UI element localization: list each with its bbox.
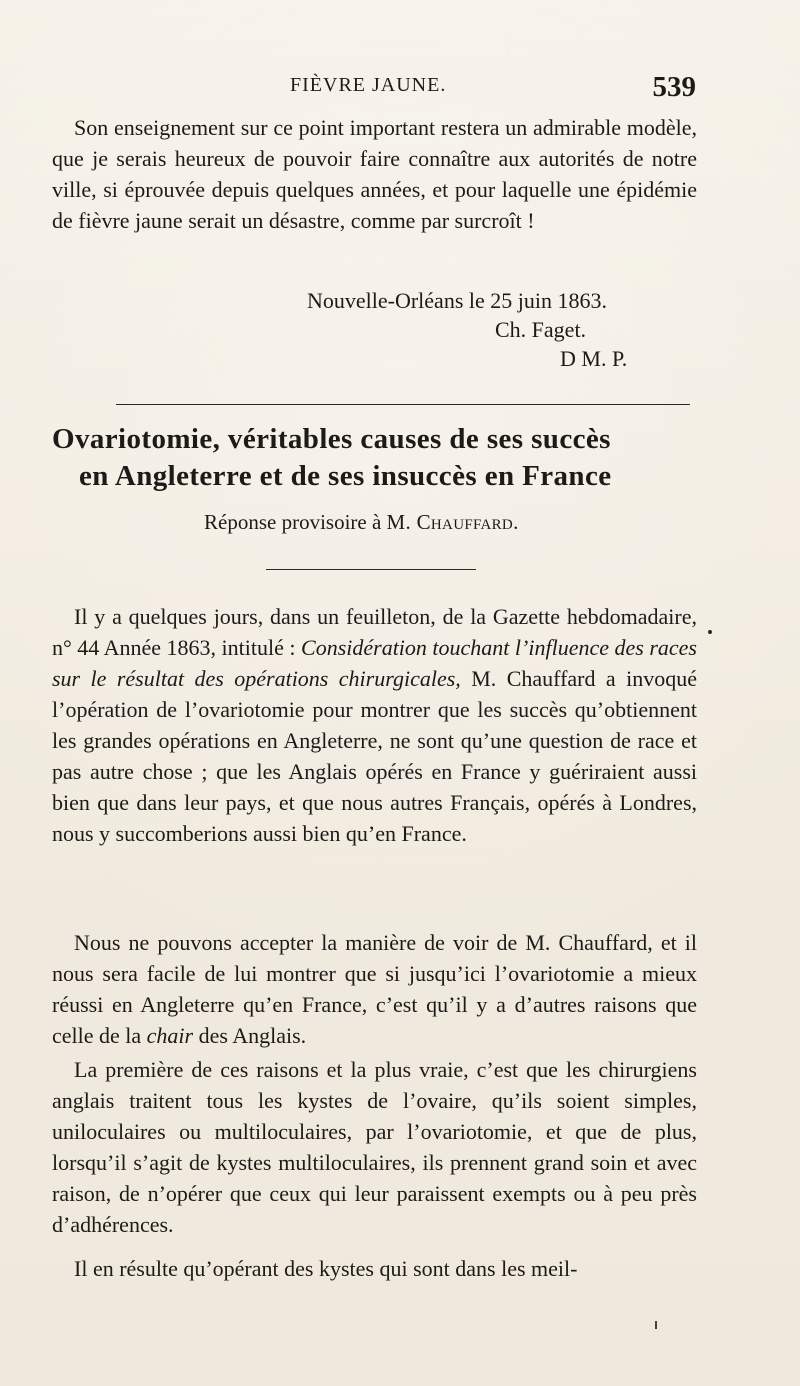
running-header (0, 71, 800, 114)
body-paragraph-2 (52, 927, 697, 1051)
signature-place-date: Nouvelle-Orléans le 25 juin 1863. (307, 288, 607, 313)
body-paragraph-2-text: Nous ne pouvons accepter la manière de voir de M. Chauffard, et il nous sera facile de lui montrer que si jusqu’ici l’ovariotomie a mieux réussi en Angleterre qu’en France, c’est qu’il y a d’autres raisons que celle de la (52, 930, 697, 1048)
body-paragraph-2-italic: chair (146, 1023, 194, 1048)
section-divider (116, 404, 690, 405)
body-paragraph-3-block (52, 1054, 697, 1240)
body-paragraph-1-rest: M. Chauffard a invoqué l’opération de l’ovariotomie pour montrer que les succès qu’obtiennent les grandes opérations en Angleterre, ne sont qu’une question de race et pas autre chose ; que les Anglais opérés en France y guériraient aussi bien que dans leur pays, et que nous autres Français, opérés à Londres, nous y succomberions aussi bien qu’en France. (52, 666, 697, 846)
body-paragraph-2-block (52, 927, 697, 1051)
signature-block (52, 286, 697, 373)
body-paragraph-4: Il en résulte qu’opérant des kystes qui sont dans les meil- (74, 1256, 578, 1281)
body-paragraph-3: La première de ces raisons et la plus vraie, c’est que les chirurgiens anglais traitent tous les kystes de l’ovaire, qu’ils soient simples, uniloculaires ou multiloculaires, par l’ovariotomie, et que de plus, lorsqu’il s’agit de kystes multiloculaires, ils prennent grand soin et avec raison, de n’opérer que ceux qui leur paraissent exempts ou à peu près d’adhérences. (52, 1057, 697, 1237)
article-title-line-1: Ovariotomie, véritables causes de ses succès (52, 423, 611, 455)
body-paragraph-4-block (52, 1253, 697, 1284)
subtitle-prefix: Réponse provisoire à (204, 510, 382, 534)
article-title (52, 421, 697, 495)
subtitle-divider (266, 569, 476, 570)
body-paragraph-1-block (52, 601, 697, 849)
intro-paragraph: Son enseignement sur ce point important restera un admirable modèle, que je serais heureux de pouvoir faire connaître aux autorités de notre ville, si éprouvée depuis quelques années, et pour laquelle une épidémie de fièvre jaune serait un désastre, comme par surcroît ! (52, 115, 697, 233)
body-paragraph-2-tail: des Anglais. (198, 1023, 307, 1048)
article-subtitle (204, 510, 519, 535)
print-mark (708, 630, 712, 634)
running-title: FIÈVRE JAUNE. (290, 74, 447, 96)
signature-initials: D M. P. (560, 346, 628, 371)
body-paragraph-1-text: Il y a quelques jours, dans un feuilleton, de la Gazette hebdomadaire, n° 44 Année 1863, intitulé : (52, 604, 697, 660)
print-speck (655, 1321, 657, 1329)
subtitle-name: M. Chauffard. (386, 510, 519, 534)
body-paragraph-1 (52, 601, 697, 849)
page-number: 539 (652, 71, 696, 103)
body-paragraph-1-italic-title: Considération touchant l’influence des races sur le résultat des opérations chirurgicales, (52, 635, 697, 691)
article-title-line-2: en Angleterre et de ses insuccès en France (79, 460, 612, 492)
signature-name: Ch. Faget. (495, 317, 587, 342)
intro-paragraph-block (52, 112, 697, 236)
